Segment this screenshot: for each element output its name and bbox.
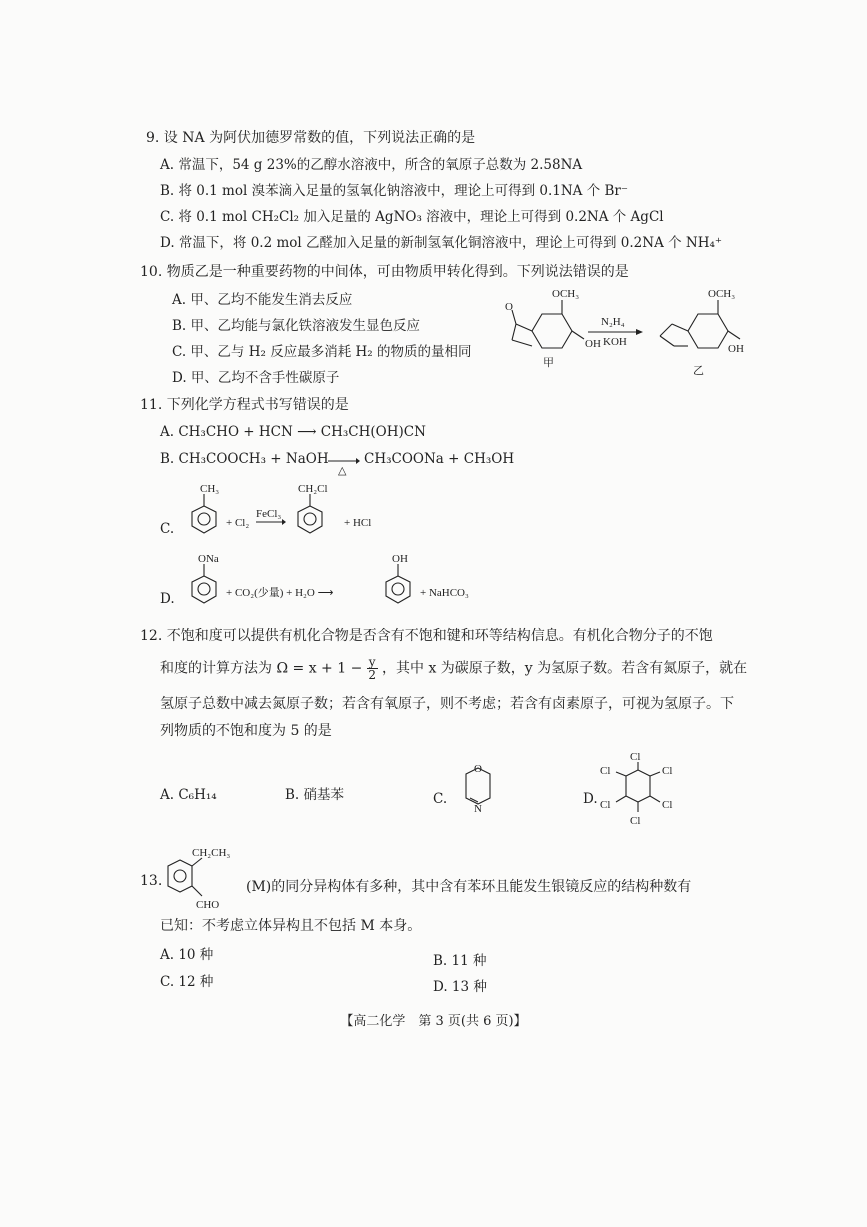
q12-c-o: O [474,763,482,775]
q10-option-c: C. 甲、乙与 H₂ 反应最多消耗 H₂ 的物质的量相同 [172,344,472,360]
q11-option-c-label: C. [160,521,175,537]
q12-d-cl-upper-left: Cl [600,765,611,777]
q11-d-oh: OH [392,553,408,565]
q13-stem: (M)的同分异构体有多种，其中含有苯环且能发生银镜反应的结构种数有 [246,879,692,895]
q10-yi-och3: OCH₃ [708,288,736,300]
q13-option-c: C. 12 种 [160,974,214,990]
q11-stem: 11. 下列化学方程式书写错误的是 [140,397,349,413]
q13-ch2ch3: CH₂CH₃ [192,847,231,859]
q12-d-cl-upper-right: Cl [662,765,673,777]
q10-jia-och3: OCH₃ [552,288,580,300]
q12-line1: 12. 不饱和度可以提供有机化合物是否含有不饱和键和环等结构信息。有机化合物分子的不饱 [140,628,713,644]
q12-option-d: D. [583,791,598,807]
q10-option-a: A. 甲、乙均不能发生消去反应 [172,292,353,308]
q10-arrowhead [636,329,643,335]
q10-option-d: D. 甲、乙均不含手性碳原子 [172,370,340,386]
q13-option-b: B. 11 种 [433,953,487,969]
q9-option-c: C. 将 0.1 mol CH₂Cl₂ 加入足量的 AgNO₃ 溶液中，理论上可得到 0.2NA 个 AgCl [160,209,664,225]
q12-d-cl-top: Cl [630,751,641,763]
q11-b-arrow [328,452,360,482]
q11-d-ona: ONa [198,553,219,565]
q12-line3: 氢原子总数中减去氮原子数；若含有氧原子，则不考虑；若含有卤素原子，可视为氢原子。下 [160,696,734,712]
q10-label-jia: 甲 [543,357,554,369]
q13-structure [158,842,258,922]
q13-option-d: D. 13 种 [433,979,487,995]
q9-option-b: B. 将 0.1 mol 溴苯滴入足量的氢氧化钠溶液中，理论上可得到 0.1NA 个 Br⁻ [160,183,628,199]
q10-reagent-bottom: KOH [603,336,627,348]
q11-option-b-right: CH₃COONa + CH₃OH [364,451,515,467]
q12-d-cl-bottom: Cl [630,815,641,827]
q12-c-n: N [474,803,482,815]
q11-d-nahco3: + NaHCO₃ [420,587,469,599]
q11-option-a: A. CH₃CHO + HCN ⟶ CH₃CH(OH)CN [160,424,426,440]
q12-option-c: C. [433,791,448,807]
q9-option-a: A. 常温下，54 g 23%的乙醇水溶液中，所含的氧原子总数为 2.58NA [160,157,583,173]
q11-option-b-left: B. CH₃COOCH₃ + NaOH [160,451,329,467]
q12-d-cl-lower-left: Cl [600,799,611,811]
q13-note: 已知：不考虑立体异构且不包括 M 本身。 [160,918,422,934]
q13-number: 13. [140,873,163,889]
q12-d-cl-lower-right: Cl [662,799,673,811]
q12-d-structure [598,752,688,836]
q10-reagent-top: N₂H₄ [601,316,625,328]
q12-fraction [367,656,378,681]
q12-c-structure [448,758,508,832]
q12-formula-prefix: 和度的计算方法为 Ω = x + 1 − [160,660,363,677]
q11-c-scheme [178,482,398,556]
q11-b-heat: △ [338,465,347,477]
q11-d-scheme [178,552,518,626]
q11-c-ch3: CH₃ [200,483,220,495]
q10-reaction-scheme [488,284,748,388]
q12-line4: 列物质的不饱和度为 5 的是 [160,723,332,739]
q12-line2 [160,656,747,681]
q9-option-d: D. 常温下，将 0.2 mol 乙醛加入足量的新制氢氧化铜溶液中，理论上可得到 0.2NA 个 NH₄⁺ [160,235,723,251]
page-footer: 【高二化学 第 3 页(共 6 页)】 [340,1014,527,1029]
q10-jia-oh: OH [585,338,601,350]
q10-jia-o: O [505,301,513,313]
q10-yi-oh: OH [728,343,744,355]
q9-stem: 9. 设 NA 为阿伏加德罗常数的值，下列说法正确的是 [146,130,476,146]
q11-c-ch2cl: CH₂Cl [298,483,328,495]
q12-frac-num: y [368,655,376,669]
q12-frac-den: 2 [368,668,376,682]
q12-option-b: B. 硝基苯 [285,787,345,803]
q12-option-a: A. C₆H₁₄ [160,787,217,803]
q10-label-yi: 乙 [693,365,704,377]
q10-reaction-svg [488,284,748,384]
q11-c-cl2: + Cl₂ [226,517,250,529]
q11-c-hcl: + HCl [344,517,372,529]
q12-formula-suffix: ，其中 x 为碳原子数，y 为氢原子数。若含有氮原子，就在 [382,660,748,677]
q13-option-a: A. 10 种 [160,947,214,963]
q10-option-b: B. 甲、乙均能与氯化铁溶液发生显色反应 [172,318,421,334]
q11-c-fecl3: FeCl₃ [256,508,282,520]
q13-cho: CHO [196,899,220,911]
q11-option-d-label: D. [160,591,175,607]
q10-stem: 10. 物质乙是一种重要药物的中间体，可由物质甲转化得到。下列说法错误的是 [140,264,629,280]
q11-d-mid: + CO₂(少量) + H₂O ⟶ [226,587,334,599]
